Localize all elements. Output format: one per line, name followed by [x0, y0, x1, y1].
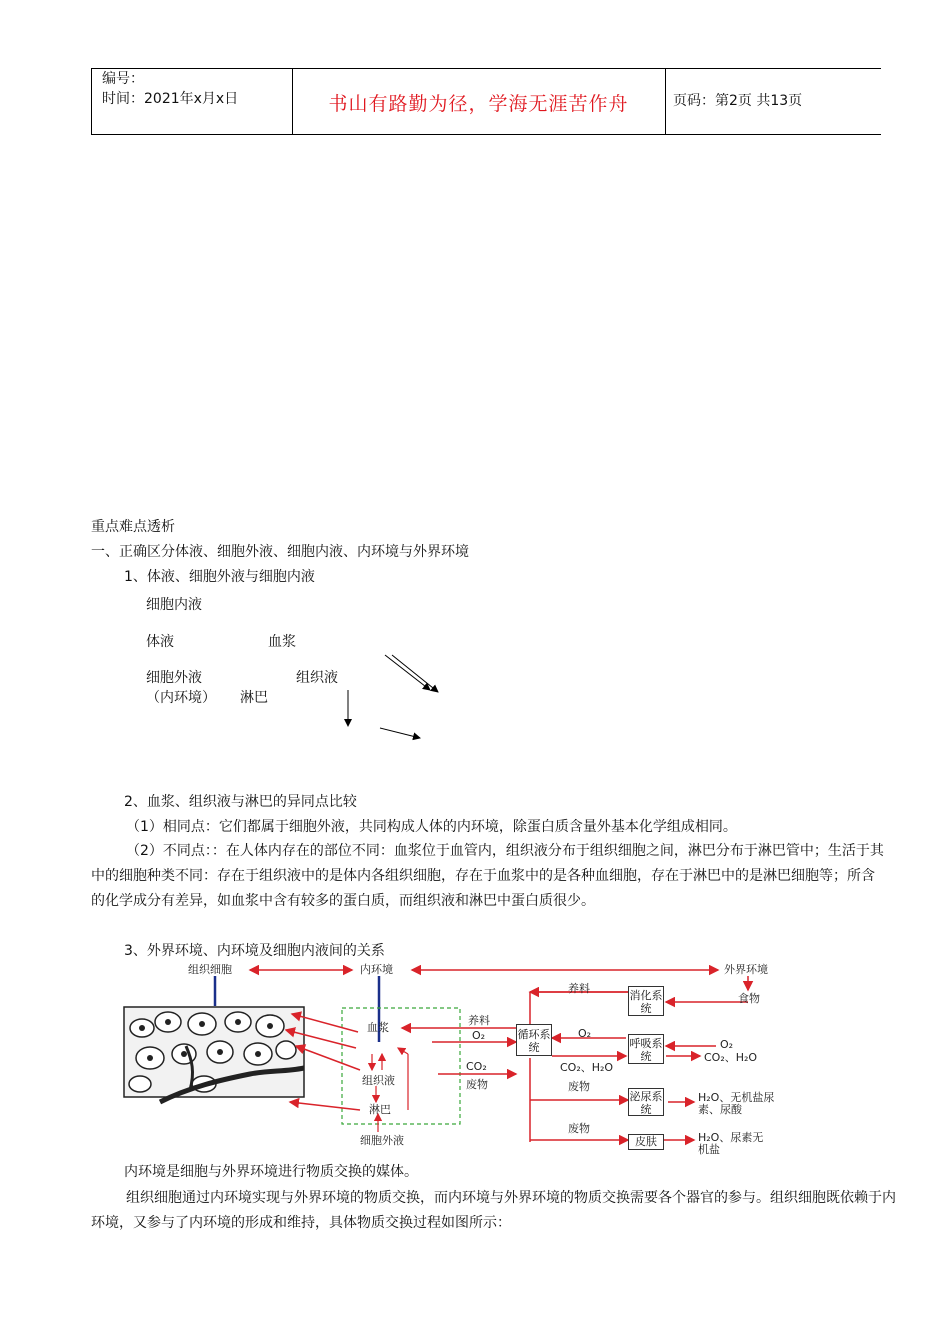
diagram-lines [120, 962, 790, 1150]
subheading-1: 1、体液、细胞外液与细胞内液 [124, 569, 315, 585]
label-tissue-cell: 组织细胞 [188, 963, 232, 976]
exchange-diagram [120, 962, 790, 1156]
label-skin-out: H₂O、尿素无机盐 [698, 1131, 764, 1156]
label-waste-3: 废物 [568, 1122, 590, 1135]
number-label: 编号： [102, 71, 144, 87]
arrow-diag-1 [385, 655, 430, 690]
label-food: 食物 [738, 992, 760, 1005]
label-internal-env-top: 内环境 [360, 963, 393, 976]
label-o2-3: O₂ [720, 1038, 734, 1051]
arrow-right [380, 728, 420, 738]
box-circulation: 循环系统 [516, 1024, 552, 1056]
section-title: 重点难点透析 [91, 519, 175, 535]
label-tissue-fluid-diagram: 组织液 [362, 1074, 395, 1087]
label-lymph-diagram: 淋巴 [369, 1103, 391, 1116]
label-nutrients-2: 养料 [568, 982, 590, 995]
arrow-diag-2 [392, 655, 438, 692]
label-plasma-diagram: 血浆 [367, 1021, 389, 1034]
box-urinary: 泌尿系统 [629, 1090, 663, 1116]
para-medium: 内环境是细胞与外界环境进行物质交换的媒体。 [124, 1164, 418, 1180]
label-co2-1: CO₂ [466, 1060, 487, 1073]
label-urinary-out: H₂O、无机盐尿素、尿酸 [698, 1091, 775, 1116]
header-cell-motto [292, 68, 666, 135]
extracellular-box [342, 1008, 460, 1124]
label-plasma: 血浆 [268, 634, 296, 650]
label-nutrients-1: 养料 [468, 1014, 490, 1027]
label-internal-env: （内环境） [146, 690, 216, 706]
page-label: 页码：第2页 共13页 [673, 93, 803, 109]
para-diff: （2）不同点：：在人体内存在的部位不同：血浆位于血管内，组织液分布于组织细胞之间，淋巴分布于淋巴管中；生活于其中的细胞种类不同：存在于组织液中的是体内各组织细胞，存在于血浆中的是各种血细胞，存在于淋巴中的是淋巴细胞等；所含的化学成分有差异，如血浆中含有较多的蛋白质，而组织液和淋巴中蛋白质很少。 [91, 843, 884, 909]
label-body-fluid: 体液 [146, 634, 174, 650]
time-label: 时间：2021年x月x日 [102, 91, 239, 107]
subheading-3: 3、外界环境、内环境及细胞内液间的关系 [124, 943, 385, 959]
header-table [91, 68, 881, 135]
tissue-illustration [124, 1007, 304, 1102]
label-co2-h2o-1: CO₂、H₂O [560, 1061, 614, 1074]
header-cell-page [665, 68, 881, 135]
label-tissue-fluid: 组织液 [296, 670, 338, 686]
label-lymph: 淋巴 [240, 690, 268, 706]
box-respiratory: 呼吸系统 [628, 1034, 664, 1064]
label-waste-2: 废物 [568, 1080, 590, 1093]
label-intracellular: 细胞内液 [146, 597, 202, 613]
label-waste-1: 废物 [466, 1078, 488, 1091]
motto-text: 书山有路勤为径，学海无涯苦作舟 [328, 93, 629, 115]
label-extracellular: 细胞外液 [146, 670, 202, 686]
para-same: （1）相同点：它们都属于细胞外液，共同构成人体的内环境，除蛋白质含量外基本化学组成相同。 [126, 819, 737, 835]
classify-arrows [330, 650, 450, 750]
subheading-2: 2、血浆、组织液与淋巴的异同点比较 [124, 794, 357, 810]
label-extracellular-diagram: 细胞外液 [360, 1134, 404, 1147]
header-cell-info [91, 68, 293, 135]
label-o2-2: O₂ [578, 1027, 592, 1040]
label-co2-h2o-2: CO₂、H₂O [704, 1051, 758, 1064]
box-skin: 皮肤 [628, 1134, 664, 1150]
para-last: 组织细胞通过内环境实现与外界环境的物质交换，而内环境与外界环境的物质交换需要各个器官的参与。组织细胞既依赖于内环境，又参与了内环境的形成和维持，具体物质交换过程如图所示： [91, 1190, 896, 1231]
label-o2-1: O₂ [472, 1029, 486, 1042]
label-external-env: 外界环境 [724, 963, 768, 976]
box-digestive: 消化系统 [628, 986, 664, 1016]
heading-1: 一、正确区分体液、细胞外液、细胞内液、内环境与外界环境 [91, 544, 469, 560]
